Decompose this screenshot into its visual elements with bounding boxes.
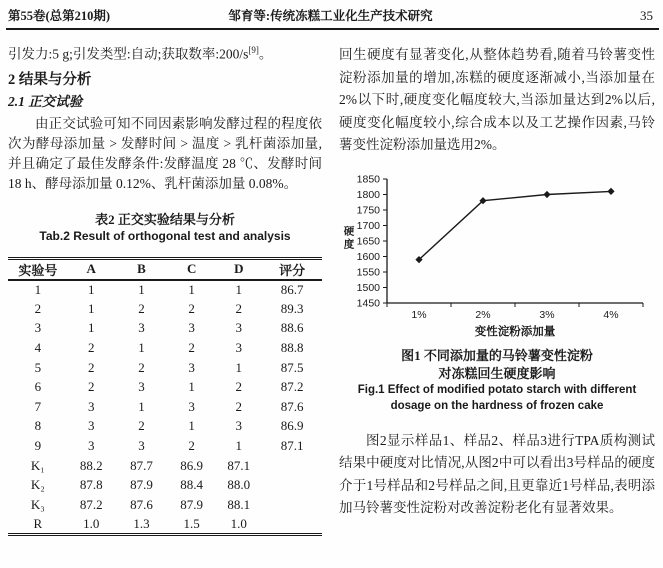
table-row	[8, 495, 322, 515]
table-header-cell: D	[215, 258, 262, 280]
table-cell: 88.2	[79, 457, 103, 473]
table-cell: 86.7	[280, 281, 304, 297]
table-header-cell: 实验号	[8, 258, 68, 280]
svg-text:变性淀粉添加量: 变性淀粉添加量	[474, 325, 556, 338]
table-header-row	[8, 258, 322, 280]
table-row	[8, 377, 322, 397]
table-cell: 2	[188, 340, 195, 356]
table-row	[8, 280, 322, 300]
section-heading-results: 2 结果与分析	[8, 71, 92, 88]
table-cell: 4	[34, 340, 42, 356]
table-cell: 1.3	[133, 515, 150, 531]
citation-superscript: [9]	[248, 45, 259, 55]
table-row	[8, 417, 322, 437]
table-cell: 89.3	[280, 300, 304, 316]
table-row	[8, 319, 322, 339]
table-cell: 2	[87, 359, 95, 375]
table-cell: 7	[34, 398, 42, 414]
table-cell: 87.8	[79, 477, 103, 493]
subsection-heading-orthogonal-test: 2.1 正交试验	[8, 93, 83, 109]
table2-caption-cn: 表2 正交实验结果与分析	[95, 211, 235, 227]
table-cell: 87.6	[130, 496, 153, 512]
svg-text:1850: 1850	[356, 173, 380, 186]
table-cell: 1	[138, 398, 145, 414]
hardness-line-chart	[339, 167, 655, 339]
table-cell: 1.0	[83, 515, 100, 531]
table-cell: K₂	[30, 477, 45, 493]
table-cell: 87.5	[280, 359, 304, 375]
page-number: 35	[640, 8, 653, 23]
table-cell: 2	[87, 379, 95, 395]
svg-text:1500: 1500	[356, 281, 380, 294]
table-cell: 3	[188, 320, 195, 336]
table-cell: 3	[188, 359, 195, 375]
svg-text:度: 度	[343, 238, 355, 250]
table-cell: 87.1	[227, 457, 251, 473]
table-row	[8, 299, 322, 319]
figure1-caption-cn-line1: 图1 不同添加量的马铃薯变性淀粉	[401, 347, 593, 363]
figure1-caption-cn-line2: 对冻糕回生硬度影响	[438, 365, 556, 381]
svg-text:硬: 硬	[343, 225, 355, 237]
table-cell: 2	[235, 398, 243, 414]
table-cell: 5	[34, 359, 42, 375]
table-header-cell: C	[168, 258, 215, 280]
table-header-cell: A	[68, 258, 115, 280]
svg-text:1750: 1750	[356, 204, 380, 217]
table-cell: 3	[138, 320, 145, 336]
table-row	[8, 338, 322, 358]
table-cell: 1	[87, 320, 95, 336]
svg-text:2%: 2%	[475, 308, 491, 321]
table-row	[8, 358, 322, 378]
table-cell: 1	[34, 281, 42, 297]
table-cell: 86.9	[280, 418, 304, 434]
svg-text:1450: 1450	[356, 297, 380, 310]
table-cell: 87.2	[280, 379, 304, 395]
table-cell: 1	[235, 438, 243, 454]
table-cell: 1	[188, 379, 195, 395]
orthogonal-test-paragraph: 由正交试验可知不同因素影响发酵过程的程度依次为酵母添加量 > 发酵时间 > 温度 > 乳杆菌添加量,并且确定了最佳发酵条件:发酵温度 28 ℃、发酵时间 18 h、酵母添加量 0.12%、乳杆菌添加量 0.08%。	[8, 115, 322, 191]
table-cell: 2	[188, 300, 195, 316]
table-cell: 88.4	[180, 477, 204, 493]
table-cell: 1	[138, 340, 145, 356]
table-header	[8, 258, 322, 280]
table-cell: K₃	[30, 496, 45, 512]
table-row	[8, 515, 322, 535]
carryover-text: 引发力:5 g;引发类型:自动;获取数率:200/s	[8, 46, 249, 62]
table-cell	[262, 456, 322, 476]
table-cell: 87.2	[79, 496, 103, 512]
table-cell: 1.0	[230, 515, 247, 531]
table-cell: 87.9	[130, 477, 153, 493]
svg-text:1550: 1550	[356, 266, 380, 279]
table-cell: 3	[235, 320, 243, 336]
tpa-discussion-paragraph: 图2显示样品1、样品2、样品3进行TPA质构测试结果中硬度对比情况,从图2中可以看出3号样品的硬度介于1号样品和2号样品之间,且更靠近1号样品,表明添加马铃薯变性淀粉对改善淀粉老化有显著效果。	[339, 432, 655, 515]
line-chart-svg	[339, 167, 655, 339]
table-cell: 88.6	[280, 320, 304, 336]
table-cell: 3	[87, 418, 95, 434]
svg-text:1650: 1650	[356, 235, 380, 248]
table-cell: 1	[87, 281, 95, 297]
table-cell: 3	[138, 438, 145, 454]
table-cell: 86.9	[180, 457, 204, 473]
table-row	[8, 475, 322, 495]
table-cell: 8	[34, 418, 42, 434]
table-cell: 2	[138, 418, 145, 434]
figure1-caption-en-line1: Fig.1 Effect of modified potato starch with different	[357, 383, 637, 396]
carryover-tail: 。	[258, 46, 273, 62]
table-cell: 3	[235, 340, 243, 356]
table-cell: 1	[235, 281, 243, 297]
table-cell: 87.1	[280, 438, 304, 454]
table-cell: 1	[235, 359, 243, 375]
table-cell: 1.5	[183, 515, 200, 531]
svg-text:1800: 1800	[356, 188, 380, 201]
left-column	[8, 40, 322, 536]
hardness-discussion-paragraph: 回生硬度有显著变化,从整体趋势看,随着马铃薯变性淀粉添加量的增加,冻糕的硬度逐渐减小,当添加量在2%以下时,硬度变化幅度较大,当添加量达到2%以后,硬度变化幅度较小,综合成本以及工艺操作因素,马铃薯变性淀粉添加量选用2%。	[339, 47, 655, 152]
figure1-caption-en-line2: dosage on the hardness of frozen cake	[390, 399, 604, 412]
table-cell	[262, 495, 322, 515]
table-cell	[262, 475, 322, 495]
table-cell: 1	[138, 281, 145, 297]
figure1	[339, 167, 655, 414]
table-cell: 2	[87, 340, 95, 356]
svg-text:4%: 4%	[603, 308, 619, 321]
table-row	[8, 456, 322, 476]
table-cell: 2	[235, 379, 243, 395]
right-column	[339, 40, 655, 536]
table2-caption-en: Tab.2 Result of orthogonal test and analysis	[39, 228, 291, 243]
table-cell: 88.8	[280, 340, 304, 356]
table-cell	[262, 515, 322, 535]
table-cell: 1	[87, 300, 95, 316]
carryover-line	[8, 40, 322, 65]
table-cell: 2	[188, 438, 195, 454]
table-cell: R	[33, 515, 43, 531]
table-cell: 87.9	[180, 496, 204, 512]
table-cell: 3	[188, 398, 195, 414]
table-cell: 1	[188, 418, 195, 434]
table-cell: 88.1	[227, 496, 251, 512]
volume-issue-label: 第55卷(总第210期)	[8, 9, 111, 23]
table-cell: 87.7	[130, 457, 153, 473]
table-cell: 3	[138, 379, 145, 395]
svg-text:1600: 1600	[356, 250, 380, 263]
article-running-title: 邹育等:传统冻糕工业化生产技术研究	[228, 9, 433, 23]
table-cell: 6	[34, 379, 42, 395]
table-cell: 1	[188, 281, 195, 297]
table-row	[8, 397, 322, 417]
table-cell: 88.0	[227, 477, 251, 493]
table-cell: 3	[235, 418, 243, 434]
svg-text:1%: 1%	[411, 308, 427, 321]
table-header-cell: 评分	[262, 258, 322, 280]
table-cell: 9	[34, 438, 42, 454]
table-cell: 2	[138, 300, 145, 316]
svg-text:3%: 3%	[539, 308, 555, 321]
two-column-body	[0, 30, 663, 536]
table-cell: 3	[87, 398, 95, 414]
table-body	[8, 280, 322, 535]
table-cell: 2	[235, 300, 243, 316]
orthogonal-results-table	[8, 257, 322, 536]
table-cell: 2	[34, 300, 42, 316]
table-cell: 3	[34, 320, 42, 336]
table-cell: 87.6	[280, 398, 304, 414]
table-cell: K₁	[30, 457, 45, 473]
table-cell: 2	[138, 359, 145, 375]
table-cell: 3	[87, 438, 95, 454]
table-row	[8, 436, 322, 456]
svg-text:1700: 1700	[356, 219, 380, 232]
table-header-cell: B	[115, 258, 168, 280]
running-head	[0, 0, 663, 28]
